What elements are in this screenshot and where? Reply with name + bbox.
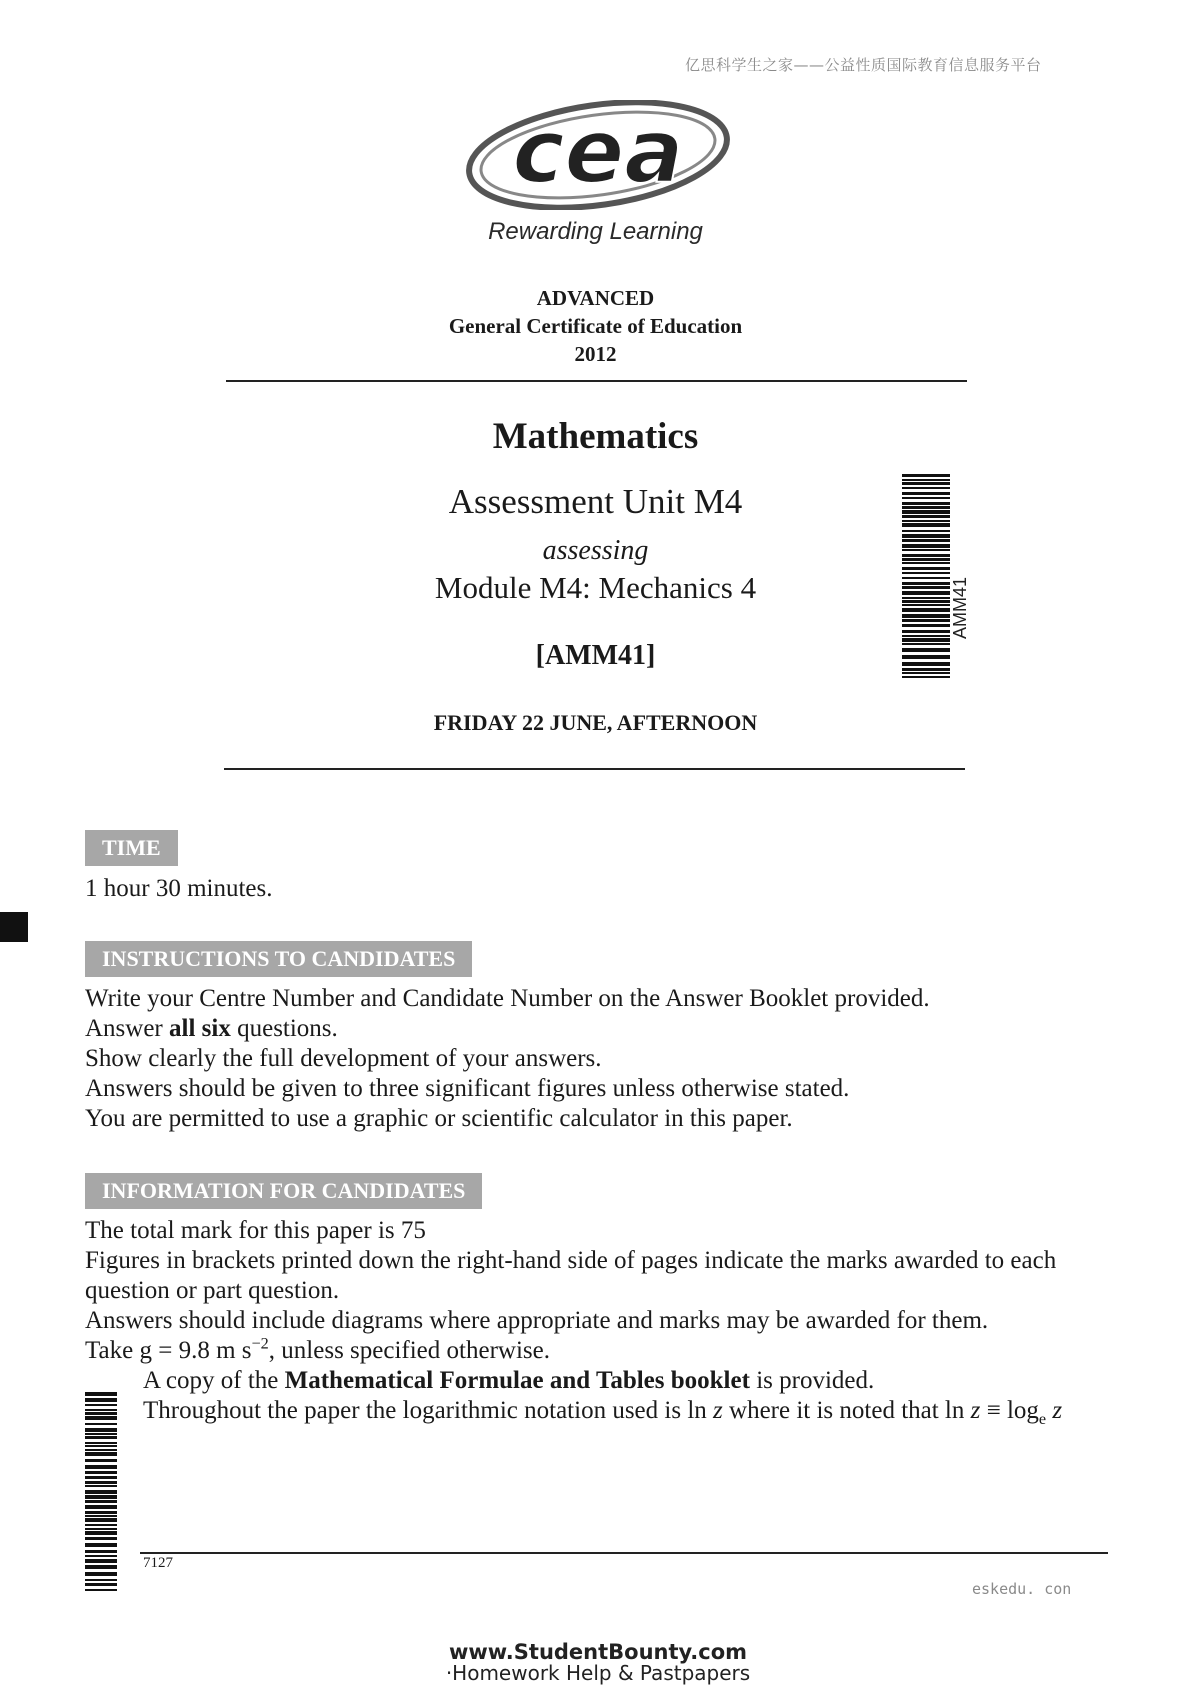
information-body: [85, 1216, 1145, 1366]
barcode-bar: [85, 1459, 117, 1462]
barcode-bar: [85, 1471, 117, 1474]
barcode-bar: [902, 624, 950, 627]
paper-code: [AMM41]: [535, 640, 656, 671]
barcode-bar: [85, 1404, 117, 1406]
exam-datetime: FRIDAY 22 JUNE, AFTERNOON: [433, 710, 758, 735]
barcode-bar: [85, 1416, 117, 1420]
barcode-bar: [85, 1423, 117, 1425]
barcode-bar: [902, 635, 950, 637]
barcode-bar: [902, 643, 950, 645]
barcode-bar: [902, 630, 950, 633]
barcode-bar: [85, 1412, 117, 1415]
barcode-bar: [85, 1490, 117, 1494]
barcode-code-text: AMM41: [950, 576, 970, 639]
barcode-bar: [902, 608, 950, 612]
information-label: INFORMATION FOR CANDIDATES: [85, 1173, 482, 1209]
barcode-bar: [85, 1518, 117, 1522]
information-body-indented: [143, 1366, 1143, 1426]
barcode-bar: [85, 1409, 117, 1411]
studentbounty-url: www.StudentBounty.com: [448, 1640, 748, 1664]
assessing-label: assessing: [542, 535, 649, 566]
barcode-bar: [85, 1572, 117, 1576]
barcode-bar: [85, 1476, 117, 1479]
barcode-bar: [902, 520, 950, 522]
info-line: The total mark for this paper is 75: [85, 1217, 426, 1244]
barcode-bar: [902, 544, 950, 548]
footer-code: 7127: [143, 1555, 173, 1571]
barcode-bar: [85, 1436, 117, 1439]
barcode-bar: [902, 474, 950, 477]
barcode-bar: [902, 582, 950, 585]
barcode-bar: [902, 614, 950, 618]
barcode-bar: [902, 600, 950, 603]
instruction-line: Show clearly the full development of your answers.: [85, 1045, 602, 1072]
barcode-bar: [902, 492, 950, 495]
info-line: Answers should include diagrams where appropriate and marks may be awarded for them.: [85, 1307, 989, 1334]
barcode-bar: [85, 1555, 117, 1557]
studentbounty-tagline: ·Homework Help & Pastpapers: [445, 1661, 751, 1685]
barcode-bar: [85, 1550, 117, 1553]
barcode-left: [85, 1392, 117, 1592]
barcode-bar: [902, 562, 950, 564]
barcode-bar: [85, 1398, 117, 1402]
assessment-unit: Assessment Unit M4: [448, 482, 743, 521]
barcode-bar: [902, 672, 950, 674]
logo-text: cea: [512, 100, 684, 203]
instruction-line: You are permitted to use a graphic or scientific calculator in this paper.: [85, 1105, 793, 1132]
barcode-right: [902, 474, 950, 680]
divider-top: [226, 380, 967, 382]
subject-title: Mathematics: [492, 416, 699, 457]
barcode-bar: [902, 510, 950, 514]
barcode-bar: [902, 523, 950, 527]
info-line: question or part question.: [85, 1277, 340, 1304]
barcode-bar: [902, 506, 950, 509]
barcode-bar: [902, 655, 950, 659]
barcode-bar: [902, 638, 950, 642]
barcode-bar: [902, 662, 950, 666]
barcode-bar: [85, 1445, 117, 1447]
barcode-bar: [902, 586, 950, 589]
barcode-bar: [902, 604, 950, 606]
barcode-bar: [85, 1485, 117, 1487]
barcode-bar: [85, 1524, 117, 1526]
barcode-bar: [85, 1559, 117, 1563]
barcode-bar: [902, 676, 950, 678]
barcode-bar: [85, 1433, 117, 1435]
footer-rule: [140, 1552, 1108, 1554]
barcode-bar: [85, 1495, 117, 1499]
watermark-top: 亿思科学生之家——公益性质国际教育信息服务平台: [685, 56, 1042, 74]
barcode-bar: [902, 597, 950, 599]
barcode-bar: [902, 554, 950, 557]
barcode-bar: [902, 577, 950, 579]
barcode-bar: [902, 530, 950, 532]
instruction-line: Answer all six questions.: [85, 1015, 338, 1042]
barcode-bar: [902, 549, 950, 551]
barcode-bar: [902, 539, 950, 542]
barcode-bar: [85, 1543, 117, 1547]
barcode-bar: [902, 502, 950, 505]
barcode-bar: [902, 479, 950, 481]
barcode-bar: [85, 1583, 117, 1586]
barcode-bar: [85, 1452, 117, 1456]
barcode-bar: [85, 1505, 117, 1509]
barcode-bar: [85, 1528, 117, 1530]
info-line: A copy of the Mathematical Formulae and Tables booklet is provided.: [143, 1367, 875, 1394]
barcode-bar: [902, 668, 950, 671]
instructions-label: INSTRUCTIONS TO CANDIDATES: [85, 941, 472, 977]
instruction-line: Answers should be given to three significant figures unless otherwise stated.: [85, 1075, 850, 1102]
barcode-bar: [902, 534, 950, 538]
time-text: 1 hour 30 minutes.: [85, 875, 273, 902]
barcode-right-label: [948, 575, 972, 639]
year-heading: 2012: [574, 342, 617, 366]
barcode-bar: [85, 1579, 117, 1581]
barcode-bar: [85, 1500, 117, 1503]
info-line: Take g = 9.8 m $s^{-2}$, unless specified otherwise.: [85, 1334, 550, 1364]
barcode-bar: [902, 567, 950, 570]
barcode-bar: [902, 497, 950, 499]
watermark-bottom: eskedu. con: [972, 1580, 1072, 1598]
divider-bottom: [224, 768, 965, 770]
barcode-bar: [85, 1515, 117, 1517]
instruction-line: Write your Centre Number and Candidate Number on the Answer Booklet provided.: [85, 985, 930, 1012]
side-marker: [0, 912, 28, 942]
barcode-bar: [85, 1481, 117, 1484]
barcode-bar: [902, 648, 950, 652]
barcode-bar: [85, 1392, 117, 1396]
logo-tagline: Rewarding Learning: [488, 218, 703, 245]
barcode-bar: [85, 1465, 117, 1469]
barcode-bar: [85, 1449, 117, 1451]
barcode-bar: [902, 515, 950, 518]
info-line: Figures in brackets printed down the right-hand side of pages indicate the marks awarded to each: [85, 1247, 1057, 1274]
level-heading: ADVANCED: [536, 286, 655, 310]
barcode-bar: [902, 558, 950, 561]
barcode-bar: [902, 487, 950, 489]
barcode-bar: [85, 1428, 117, 1432]
barcode-bar: [85, 1589, 117, 1591]
barcode-bar: [85, 1531, 117, 1535]
barcode-bar: [902, 591, 950, 595]
qualification-heading: General Certificate of Education: [448, 314, 743, 338]
barcode-bar: [85, 1511, 117, 1514]
barcode-bar: [902, 482, 950, 485]
info-line: Throughout the paper the logarithmic notation used is ln z where it is noted that $\ln z \equiv \log_e z$: [143, 1397, 1063, 1428]
module-title: Module M4: Mechanics 4: [434, 570, 757, 605]
barcode-bar: [85, 1442, 117, 1444]
barcode-bar: [85, 1537, 117, 1540]
barcode-bar: [902, 572, 950, 574]
instructions-body: [85, 984, 1145, 1134]
barcode-bar: [902, 619, 950, 622]
time-label: TIME: [85, 830, 178, 866]
barcode-bar: [85, 1565, 117, 1569]
